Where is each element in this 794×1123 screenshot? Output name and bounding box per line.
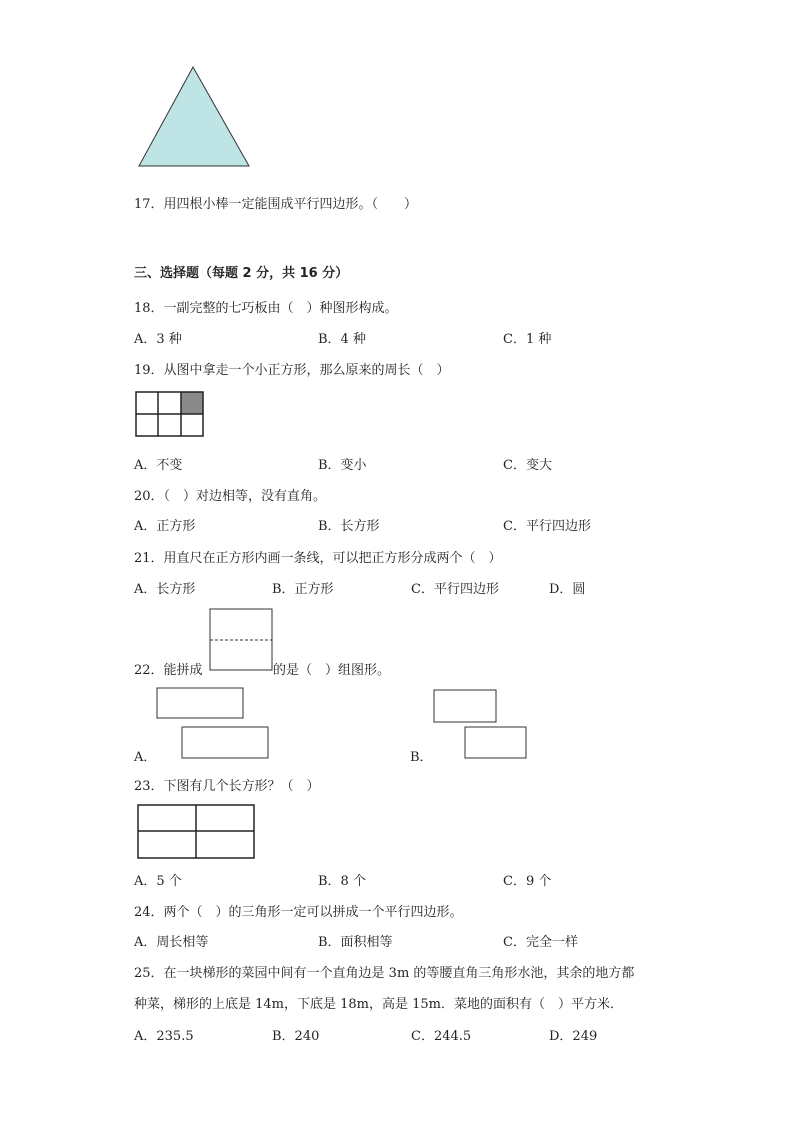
- q19-option-a: A．不变: [134, 458, 183, 473]
- q25-option-a: A．235.5: [134, 1029, 194, 1044]
- q17-text: 17．用四根小棒一定能围成平行四边形。（ ）: [134, 197, 418, 212]
- q25-text-line2: 种菜，梯形的上底是 14m，下底是 18m，高是 15m．菜地的面积有（ ）平方米．: [134, 997, 624, 1012]
- q21-text: 21．用直尺在正方形内画一条线，可以把正方形分成两个（ ）: [134, 551, 502, 566]
- q21-option-d: D．圆: [549, 582, 586, 597]
- q23-option-c: C．9 个: [503, 874, 552, 889]
- q25-option-c: C．244.5: [411, 1029, 472, 1044]
- q22-option-a: A．: [134, 750, 157, 765]
- q23-option-a: A．5 个: [134, 874, 182, 889]
- q24-text: 24．两个（ ）的三角形一定可以拼成一个平行四边形。: [134, 905, 463, 920]
- q21-option-a: A．长方形: [134, 582, 196, 597]
- q19-option-c: C．变大: [503, 458, 552, 473]
- q25-option-b: B．240: [272, 1029, 320, 1044]
- q19-option-b: B．变小: [318, 458, 367, 473]
- q20-text: 20．（ ）对边相等，没有直角。: [134, 489, 327, 504]
- q20-option-a: A．正方形: [134, 519, 196, 534]
- q24-option-b: B．面积相等: [318, 935, 393, 950]
- q25-text-line1: 25．在一块梯形的菜园中间有一个直角边是 3m 的等腰直角三角形水池，其余的地方都: [134, 966, 635, 981]
- q19-text: 19．从图中拿走一个小正方形，那么原来的周长（ ）: [134, 363, 450, 378]
- q18-option-b: B．4 种: [318, 332, 366, 347]
- q22-option-b: B．: [410, 750, 433, 765]
- q18-text: 18．一副完整的七巧板由（ ）种图形构成。: [134, 301, 398, 316]
- q22-text-before: 22．能拼成: [134, 663, 203, 678]
- q18-option-c: C．1 种: [503, 332, 552, 347]
- q20-option-b: B．长方形: [318, 519, 380, 534]
- section-3-title: 三、选择题（每题 2 分，共 16 分）: [134, 266, 349, 281]
- q20-option-c: C．平行四边形: [503, 519, 591, 534]
- q23-text: 23．下图有几个长方形？（ ）: [134, 779, 320, 794]
- q24-option-a: A．周长相等: [134, 935, 209, 950]
- q21-option-b: B．正方形: [272, 582, 334, 597]
- q25-option-d: D．249: [549, 1029, 598, 1044]
- q24-option-c: C．完全一样: [503, 935, 578, 950]
- q22-text-after: 的是（ ）组图形。: [273, 663, 391, 678]
- q23-option-b: B．8 个: [318, 874, 366, 889]
- q21-option-c: C．平行四边形: [411, 582, 499, 597]
- q18-option-a: A．3 种: [134, 332, 182, 347]
